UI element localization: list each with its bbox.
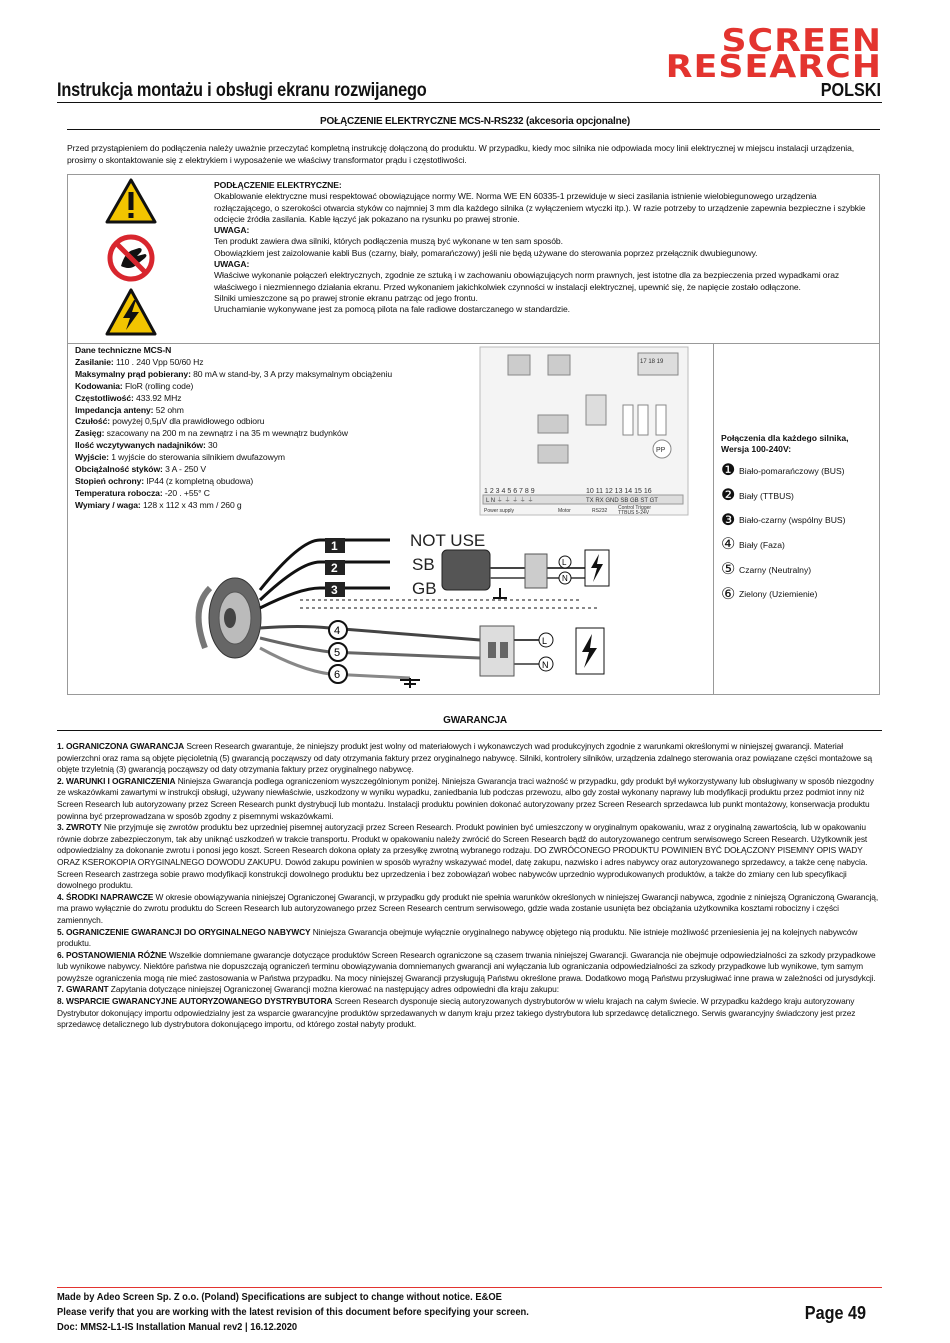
relay (538, 445, 568, 463)
board-labels-signals: TX RX GND SB GB ST GT (586, 498, 658, 504)
power-supply-label: Power supply (484, 508, 515, 514)
specs-title: Dane techniczne MCS-N (75, 345, 172, 355)
warning-paragraph-3c: Uruchamianie wykonywane jest za pomocą pilota na fale radiowe dostarczanego w standardzie. (214, 304, 570, 315)
spec-label: Ilość wczytywanych nadajników: (75, 440, 206, 451)
spec-value: 80 mA w stand-by, 3 A przy maksymalnym obciążeniu (190, 368, 393, 379)
warranty-clause (57, 996, 882, 1031)
spec-label: Obciążalność styków: (75, 464, 163, 475)
circuit-breaker-icon (480, 626, 514, 676)
screen-research-logo (665, 23, 882, 85)
connection-label: Czarny (Neutralny) (739, 564, 812, 575)
spec-label: Kodowania: (75, 380, 123, 391)
safety-icons (105, 176, 157, 346)
rs232-label: RS232 (592, 508, 608, 514)
warranty-clause-heading: 4. ŚRODKI NAPRAWCZE (57, 891, 154, 902)
spec-value: IP44 (z kompletną obudowa) (144, 475, 254, 486)
dip-switch (656, 405, 666, 435)
document-title: Instrukcja montażu i obsługi ekranu rozwijanego (57, 80, 427, 101)
spec-row (75, 393, 420, 405)
dip-switch (623, 405, 633, 435)
warranty-clause (57, 822, 882, 892)
section-title-electrical: POŁĄCZENIE ELEKTRYCZNE MCS-N-RS232 (akcesoria opcjonalne) (320, 116, 630, 127)
warranty-clause-heading: 2. WARUNKI I OGRANICZENIA (57, 775, 176, 786)
spec-value: szacowany na 200 m na zewnątrz i na 35 m wewnątrz budynków (104, 428, 348, 439)
spec-label: Stopień ochrony: (75, 475, 145, 486)
spec-row (75, 452, 420, 464)
electric-hazard-icon (107, 290, 155, 334)
warranty-clause-heading: 5. OGRANICZENIE GWARANCJI DO ORYGINALNEGO NABYWCY (57, 926, 311, 937)
warranty-title: GWARANCJA (443, 715, 507, 726)
warranty-clause (57, 984, 882, 996)
spec-value: 110 . 240 Vpp 50/60 Hz (113, 356, 204, 367)
warranty-clause-text: Screen Research dysponuje siecią autoryzowanych dystrybutorów w wielu krajach na całym świecie. W przypadku każdego kraju autoryzowany Dystrybutor dokonujący importu odpowiedzialny jest za wsparcie gwarancyjne produktów sprzedawanych w danym kraju przez takiego dystrybutora lub sprzedawcę detalicznego. Serwis gwarancyjny świadczony jest przez sprzedawcę detalicznego lub dystrybutora dokonującego importu, od którego został nabyty produkt. (57, 996, 856, 1030)
component-box (508, 355, 530, 375)
warranty-clause (57, 927, 882, 950)
spec-row (75, 464, 420, 476)
connection-label: Biało-pomarańczowy (BUS) (739, 465, 845, 476)
connection-item (721, 582, 881, 607)
spec-row (75, 440, 420, 452)
spec-label: Impedancja anteny: (75, 404, 154, 415)
page-number: Page 49 (804, 1303, 866, 1323)
component-box (586, 395, 606, 425)
spec-value: 1 wyjście do sterowania silnikiem dwufazowym (108, 452, 285, 463)
spec-row (75, 405, 420, 417)
spec-row (75, 357, 420, 369)
spec-row (75, 500, 420, 512)
warning-paragraph-3a: Właściwe wykonanie połączeń elektrycznych, zgodnie ze sztuką i w zachowaniu obowiązujących norm prawnych, jest istotne dla za bezpieczenia przed wypadkami oraz właściwego i niezmiennego działania ekranu. Przed wykonaniem jakichkolwiek czynności w instalacji elektrycznej, upewnić się, że napięcie zostało odłączone. (214, 270, 840, 292)
connection-item (721, 533, 881, 558)
connection-number: ④ (721, 536, 736, 554)
control-board-illustration (478, 345, 690, 517)
wire-label-gb: GB (412, 579, 437, 598)
wire-number-6: 6 (334, 669, 341, 681)
terminal-connector-icon (525, 554, 547, 588)
neutral-label-bottom: N (542, 660, 549, 670)
footer-line-3: Doc: MMS2-L1-IS Installation Manual rev2 | 16.12.2020 (57, 1322, 298, 1333)
warranty-clause-heading: 7. GWARANT (57, 984, 109, 995)
connection-number: ❸ (721, 511, 736, 529)
spec-value: 433.92 MHz (133, 392, 182, 403)
wire-label-not-use: NOT USE (410, 531, 486, 550)
warranty-clause-text: Niniejsza Gwarancja podlega ograniczeniom wyszczególnionym poniżej. Niniejsza Gwarancja traci ważność w przypadku, gdy produkt był wykorzystywany lub obsługiwany w sposób niezgodny ze wskazówkami zawartymi w instrukcji obsługi, używany niewłaściwie, uszkodzony w wyniku wypadku, zaniedbania lub podczas przewozu, albo gdy został wykonany naprawy lub modyfikacji produktu przez podmiot inny niż Screen Research lub autoryzowany przez Screen Research punkt dystrybucji lub montażu. Instalacji produktu powinien dokonać autoryzowany przez Screen Research sprzedawca lub punkt montażowy, konserwacja produktu powinna być przeprowadzana w sposób zgodny z pisemnymi wskazówkami. (57, 775, 874, 821)
warranty-body (57, 741, 882, 1031)
connection-label: Zielony (Uziemienie) (739, 589, 818, 600)
connection-label: Biały (TTBUS) (739, 490, 794, 501)
wire-number-1: 1 (331, 539, 338, 553)
wire-number-3: 3 (331, 583, 338, 597)
warranty-divider (57, 730, 882, 731)
warning-text (214, 180, 874, 316)
section-divider (67, 129, 880, 130)
warranty-clause-heading: 3. ZWROTY (57, 822, 102, 833)
connection-label: Biało-czarny (wspólny BUS) (739, 515, 846, 526)
ttbus-label: TTBUS 5-24V (618, 510, 650, 516)
intro-paragraph: Przed przystąpieniem do podłączenia należy uważnie przeczytać kompletną instrukcję dołączoną do produktu. W przypadku, kiedy moc silnika nie odpowiada mocy linii elektrycznej w miejscu instalacji urządzenia, prosimy o skontaktowanie się z elektrykiem i wyposażenie we właściwy transformator prądu i częstotliwości. (67, 143, 855, 165)
connections-legend (721, 433, 881, 607)
live-label-top: L (562, 558, 567, 567)
footer-divider (57, 1287, 882, 1288)
warranty-clause-text: Niniejsza Gwarancja obejmuje wyłącznie oryginalnego nabywcę objętego nią produktu. Nie istnieje możliwość przeniesienia jej na kolejnych nabywców produktu. (57, 926, 858, 949)
spec-row (75, 476, 420, 488)
connection-number: ⑥ (721, 585, 736, 603)
connections-title-2: Wersja 100-240V: (721, 444, 792, 454)
spec-label: Temperatura robocza: (75, 487, 163, 498)
connection-item (721, 508, 881, 533)
spec-row (75, 488, 420, 500)
board-terminal-numbers-2: 10 11 12 13 14 15 16 (586, 488, 652, 495)
warranty-clause-heading: 1. OGRANICZONA GWARANCJA (57, 741, 185, 751)
warranty-clause-text: Zapytania dotyczące niniejszej Ograniczonej Gwarancji można kierować na następujący adres odpowiedni dla kraju zakupu: (108, 984, 559, 995)
warning-heading-electrical: PODŁĄCZENIE ELEKTRYCZNE: (214, 180, 342, 190)
connection-number: ⑤ (721, 561, 736, 579)
spec-label: Czułość: (75, 416, 111, 427)
footer (57, 1290, 701, 1335)
logo-line-2: RESEARCH (665, 49, 882, 85)
language-label: POLSKI (820, 80, 881, 100)
board-terminal-numbers-1: 1 2 3 4 5 6 7 8 9 (484, 488, 535, 495)
wire-number-4: 4 (334, 625, 341, 637)
spec-value: 30 (205, 440, 218, 451)
spec-value: powyżej 0,5μV dla prawidłowego odbioru (110, 416, 265, 427)
wire-label-sb: SB (412, 555, 435, 574)
warranty-clause-text: Wszelkie domniemane gwarancje dotyczące produktów Screen Research ograniczone są czasem trwania niniejszej Gwarancji. Gwarancja nie obejmuje odpowiedzialności za szkody przypadkowe lub wynikowe nabywcy. Niektóre państwa nie dopuszczają ograniczeń terminu obowiązywania domniemanych gwarancji ani wyłączania lub ograniczania odpowiedzialności za szkody przypadkowe lub wynikowe, tym samym powyższe ograniczenia mogą nie mieć zastosowania w Państwa przypadku. Na mocy niniejszej Gwarancji przysługują Państwu określone prawa. Dodatkowo mogą Państwu przysługiwać inne prawa w zależności od jurysdykcji. (57, 949, 876, 983)
warning-paragraph-2a: Ten produkt zawiera dwa silniki, których podłączenia muszą być wykonane w ten sam sposób. (214, 236, 563, 247)
spec-value: 128 x 112 x 43 mm / 260 g (140, 499, 242, 510)
spec-row (75, 369, 420, 381)
wiring-diagram (180, 530, 710, 690)
warning-paragraph-3b: Silniki umieszczone są po prawej stronie ekranu patrząc od jego frontu. (214, 292, 478, 303)
board-labels-power: L N ⏚ ⏚ ⏚ ⏚ ⏚ (486, 498, 534, 504)
warning-paragraph-2b: Obowiązkiem jest zaizolowanie kabli Bus (czarny, biały, pomarańczowy) jeśli nie będą używane do sterowania poprzez przełącznik dwubiegunowy. (214, 247, 758, 258)
warning-heading-note-2: UWAGA: (214, 259, 250, 270)
relay (538, 415, 568, 433)
motor-label: Motor (558, 508, 571, 514)
warranty-clause-text: W okresie obowiązywania niniejszej Ograniczonej Gwarancji, w przypadku gdy produkt nie spełnia warunków określonych w niniejszej Gwarancji nabywca, zgodnie z niniejszą Ograniczoną Gwarancją, ma prawo wyłącznie do zwrotu produktu do Screen Research lub autoryzowanego przez Screen Research centrum serwisowego, gdzie wada zostanie usunięta bez obciążania użytkownika kosztami robocizny i części zamiennych. (57, 891, 879, 925)
spec-row (75, 416, 420, 428)
warranty-clause (57, 892, 882, 927)
warning-paragraph-1: Okablowanie elektryczne musi respektować obowiązujące normy WE. Norma WE EN 60335-1 przewiduje w sieci zasilania istnienie wielobiegunowego urządzenia rozłączającego, o szerokości otwarcia styków co najmniej 3 mm dla każdego silnika (z wyłączeniem wtyczki itp.). W razie potrzeby to urządzenie zapewnia bezpieczne i szybkie odcięcie źródła zasilania. Kable łączyć jak pokazano na rysunku po prawej stronie. (214, 191, 866, 224)
warning-heading-note-1: UWAGA: (214, 225, 250, 236)
warranty-clause (57, 741, 882, 776)
warning-triangle-icon (107, 180, 155, 222)
connection-label: Biały (Faza) (739, 539, 785, 550)
connection-item (721, 484, 881, 509)
spec-label: Maksymalny prąd pobierany: (75, 368, 191, 379)
spec-label: Wyjście: (75, 452, 109, 463)
spec-label: Częstotliwość: (75, 392, 134, 403)
warranty-clause-heading: 6. POSTANOWIENIA RÓŻNE (57, 949, 167, 960)
pp-label: PP (656, 447, 666, 454)
spec-row (75, 428, 420, 440)
do-not-touch-icon (110, 237, 152, 279)
header-divider (57, 102, 882, 103)
spec-label: Wymiary / waga: (75, 499, 141, 510)
control-trigger-label: Control Trigger (618, 505, 652, 511)
logo-line-1: SCREEN (721, 23, 882, 59)
connection-item (721, 459, 881, 484)
warranty-clause-text: Nie przyjmuje się zwrotów produktu bez uprzedniej pisemnej autoryzacji przez Screen Research. Produkt powinien być umieszczony w oryginalnym opakowaniu, wraz z oryginalną zawartością, lub w opakowaniu równie dobrze zabezpieczonym, tak aby uniknąć uszkodzeń w trakcie transportu. Produkt w opakowaniu należy zwrócić do Screen Research bądź do autoryzowanego centrum serwisowego Screen Research. Użytkownik jest odpowiedzialny za dokonanie zwrotu i ponosi jego koszt. Screen Research dokona opłaty za przesyłkę zwrotną wybranego rodzaju. DO ZWRÓCONEGO PRODUKTU POWINIEN BYĆ DOŁĄCZONY PISEMNY OPIS WADY ORAZ KSEROKOPIA ORYGINALNEGO DOWODU ZAKUPU. Dowód zakupu powinien w sposób wyraźny wskazywać model, datę zakupu, nazwisko i adres nabywcy oraz autoryzowanego sprzedawcy, a także cenę nabycia. Screen Research zastrzega sobie prawo modyfikacji konstrukcji dowolnego produktu bez uprzedzenia i bez zobowiązań wobec nabywców uprzednio wyprodukowanych produktów, a także do zmiany cen lub specyfikacji dowolnego produktu. (57, 822, 868, 891)
connection-item (721, 558, 881, 583)
spec-value: FloR (rolling code) (122, 380, 194, 391)
spec-value: -20 . +55° C (162, 487, 210, 498)
spec-label: Zasięg: (75, 428, 105, 439)
tubular-motor-icon (199, 578, 261, 658)
spec-label: Zasilanie: (75, 356, 114, 367)
connection-number: ❷ (721, 487, 736, 505)
neutral-label-top: N (562, 574, 568, 583)
wire-number-2: 2 (331, 561, 338, 575)
warranty-clause (57, 776, 882, 822)
footer-line-2: Please verify that you are working with the latest revision of this document before specifying your screen. (57, 1307, 529, 1318)
spec-value: 3 A - 250 V (162, 464, 207, 475)
warranty-clause (57, 950, 882, 985)
spec-row (75, 381, 420, 393)
wire-number-5: 5 (334, 647, 341, 659)
warranty-clause-text: Screen Research gwarantuje, że niniejszy produkt jest wolny od materiałowych i wykonawczych wad produkcyjnych zgodnie z warunkami określonymi w niniejszej gwarancji. Materiał powierzchni oraz rama są objęte pięcioletnią (5) gwarancją począwszy od daty otrzymania faktury przez oryginalnego nabywcę. Silniki, kontrolery silników, urządzenia zdalnego sterowania oraz powiązane części montażowe są objęte trzyletnią (3) gwarancją począwszy od daty otrzymania faktury przez oryginalnego nabywcę. (57, 741, 873, 775)
wall-switch-icon (442, 550, 490, 590)
live-label-bottom: L (542, 636, 548, 646)
spec-value: 52 ohm (153, 404, 184, 415)
footer-line-1: Made by Adeo Screen Sp. Z o.o. (Poland) Specifications are subject to change without notice. E&OE (57, 1292, 502, 1303)
connections-title-1: Połączenia dla każdego silnika, (721, 433, 849, 443)
warranty-clause-heading: 8. WSPARCIE GWARANCYJNE AUTORYZOWANEGO DYSTRYBUTORA (57, 996, 333, 1007)
dip-switch (638, 405, 648, 435)
tech-specs (75, 345, 420, 512)
top-terminal-labels: 17 18 19 (640, 359, 664, 365)
connection-number: ❶ (721, 462, 736, 480)
component-box (548, 355, 570, 375)
